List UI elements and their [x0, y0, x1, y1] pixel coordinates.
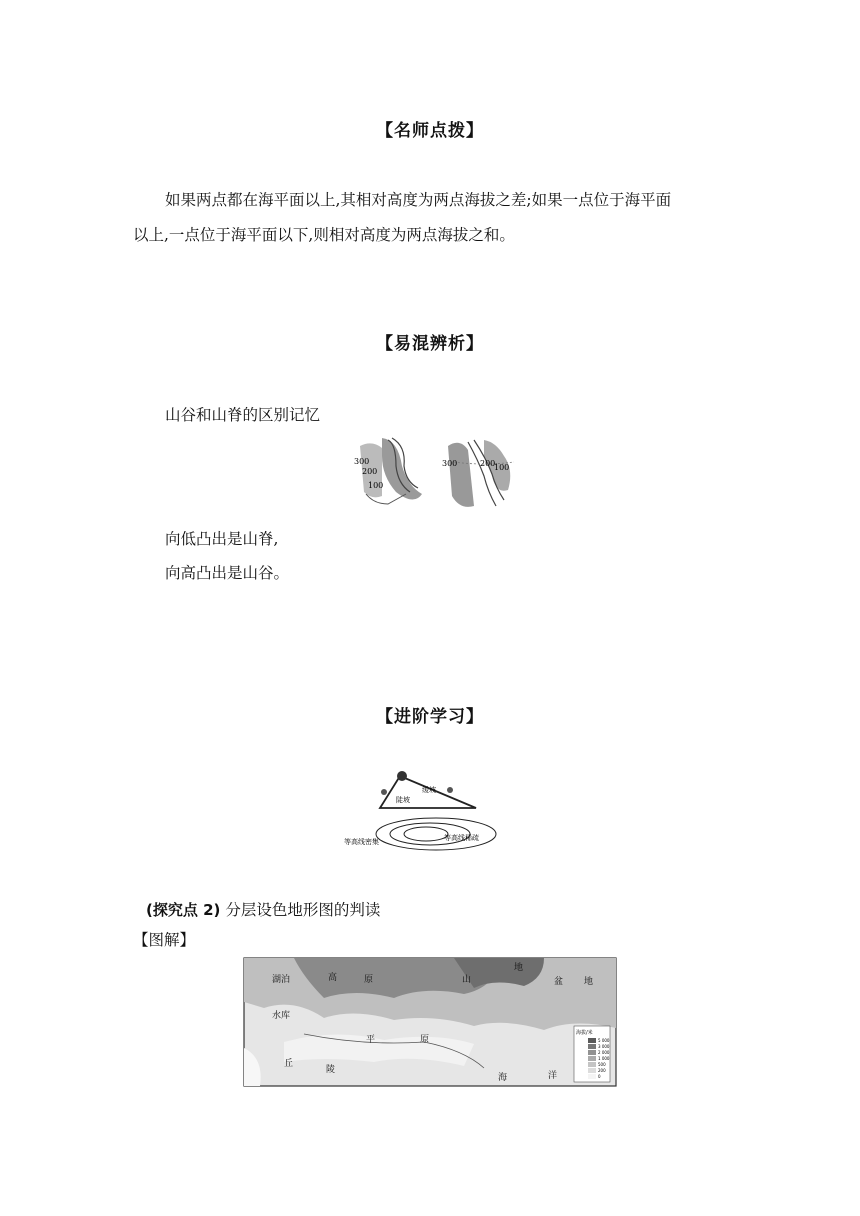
contour-label: 200: [362, 467, 378, 476]
slope-contour-figure: [340, 764, 500, 854]
section-title-advanced: 【进阶学习】: [376, 707, 484, 727]
legend-value: 1 000: [598, 1056, 610, 1061]
map-label-ocean: 洋: [548, 1071, 558, 1081]
contour-label: 100: [494, 463, 510, 472]
confusion-rule-2: 向高凸出是山谷。: [165, 564, 290, 582]
legend-value: 5 000: [598, 1038, 610, 1043]
section-title-confusion: 【易混辨析】: [376, 334, 484, 354]
contour-label: 300: [442, 459, 458, 468]
legend-value: 500: [598, 1062, 606, 1067]
legend-swatch: [588, 1050, 596, 1055]
map-label-plain: 平: [366, 1035, 376, 1045]
explore-text: 分层设色地形图的判读: [225, 901, 381, 919]
valley-contour-figure: [444, 436, 524, 512]
map-label-basin: 盆: [554, 977, 564, 987]
map-label-hill: 丘: [284, 1059, 294, 1069]
map-label-lake: 湖泊: [272, 975, 291, 985]
legend-value: 3 000: [598, 1044, 610, 1049]
legend-value: 200: [598, 1068, 606, 1073]
legend-swatch: [588, 1056, 596, 1061]
explore-heading: [146, 898, 380, 920]
legend-swatch: [588, 1068, 596, 1073]
legend-value: 2 000: [598, 1050, 610, 1055]
tips-line-1: 如果两点都在海平面以上,其相对高度为两点海拔之差;如果一点位于海平面: [165, 191, 672, 209]
legend-swatch: [588, 1062, 596, 1067]
map-label-hill: 陵: [326, 1065, 336, 1075]
map-label-plain: 原: [420, 1035, 430, 1045]
steep-slope-label: 陡坡: [396, 796, 410, 804]
sparse-contour-label: 等高线稀疏: [444, 834, 479, 842]
map-label-reservoir: 水库: [272, 1011, 291, 1021]
legend-title: 海拔/米: [576, 1030, 593, 1036]
confusion-intro: 山谷和山脊的区别记忆: [165, 406, 321, 424]
confusion-rule-1: 向低凸出是山脊,: [165, 530, 279, 548]
layered-terrain-map: [244, 958, 616, 1086]
tips-line-2: 以上,一点位于海平面以下,则相对高度为两点海拔之和。: [133, 226, 515, 244]
diagram-title: 【图解】: [133, 931, 196, 949]
contour-label: 200: [480, 459, 496, 468]
map-label-mountain: 山: [462, 975, 472, 985]
map-label-ocean: 海: [498, 1073, 508, 1083]
contour-label: 300: [354, 457, 370, 466]
ridge-contour-figure: [352, 436, 432, 512]
map-label-plateau: 原: [364, 975, 374, 985]
map-label-mountain: 地: [514, 963, 524, 973]
legend-swatch: [588, 1044, 596, 1049]
map-label-plateau: 高: [328, 973, 338, 983]
legend-swatch: [588, 1074, 596, 1079]
legend-swatch: [588, 1038, 596, 1043]
section-title-tips: 【名师点拨】: [376, 121, 484, 141]
legend-value: 0: [598, 1074, 601, 1079]
map-label-basin: 地: [584, 977, 594, 987]
contour-label: 100: [368, 481, 384, 490]
gentle-slope-label: 缓坡: [422, 786, 436, 794]
explore-tag: (探究点 2): [146, 901, 221, 919]
dense-contour-label: 等高线密集: [344, 838, 379, 846]
